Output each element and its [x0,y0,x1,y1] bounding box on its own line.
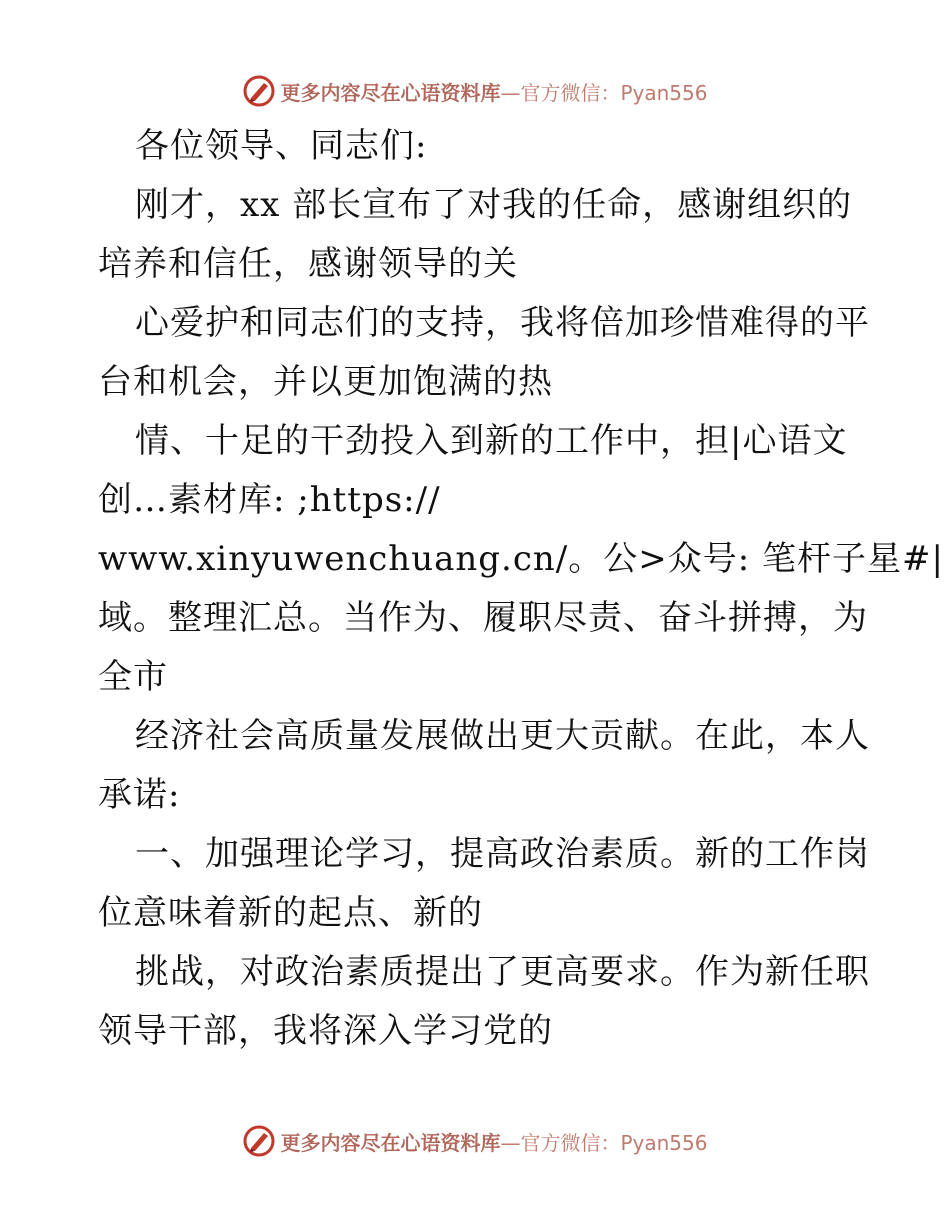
text-line: 创…素材库: ;https:// [98,480,441,520]
text-line: 一、加强理论学习，提高政治素质。新的工作岗 [135,834,870,874]
text-line: 培养和信任，感谢领导的关 [98,244,518,284]
text-line: 全市 [98,657,168,697]
text-line: www.xinyuwenchuang.cn/。公>众号: 笔杆子星#| [98,539,944,579]
text-line: 心爱护和同志们的支持，我将倍加珍惜难得的平 [135,303,870,343]
footer-banner [0,1121,950,1161]
text-line: 域。整理汇总。当作为、履职尽责、奋斗拼搏，为 [98,598,868,638]
text-line: 情、十足的干劲投入到新的工作中，担|心语文 [135,421,848,461]
text-line: 刚才，xx 部长宣布了对我的任命，感谢组织的 [135,185,853,225]
banner-wechat: —官方微信：Pyan556 [500,1130,708,1155]
banner-title: 更多内容尽在心语资料库 [280,1130,501,1155]
banner-title: 更多内容尽在心语资料库 [280,80,501,105]
document-body [98,124,944,1053]
header-banner [0,71,950,111]
text-line: 台和机会，并以更加饱满的热 [98,362,553,402]
text-line: 各位领导、同志们: [135,126,428,166]
text-line: 经济社会高质量发展做出更大贡献。在此，本人 [135,716,870,756]
pen-logo-icon [242,74,276,108]
banner-wechat: —官方微信：Pyan556 [500,80,708,105]
pen-logo-icon [242,1124,276,1158]
text-line: 领导干部，我将深入学习党的 [98,1011,553,1051]
text-line: 承诺: [98,775,181,815]
text-line: 位意味着新的起点、新的 [98,893,483,933]
text-line: 挑战，对政治素质提出了更高要求。作为新任职 [135,952,870,992]
